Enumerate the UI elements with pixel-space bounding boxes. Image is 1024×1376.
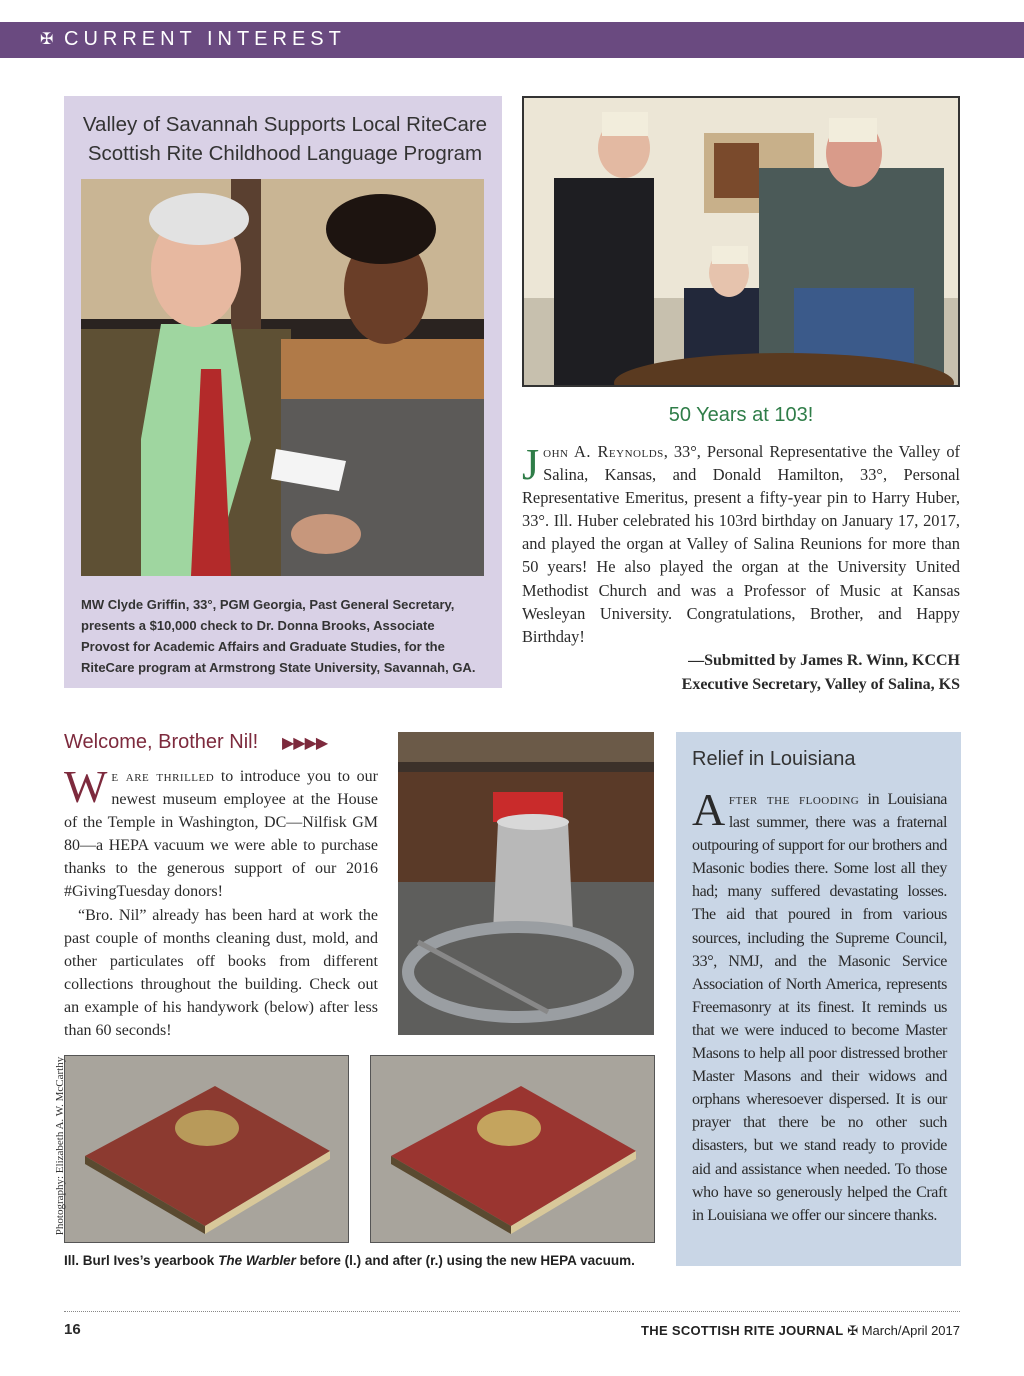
book-before-photo: [64, 1055, 349, 1243]
drop-cap: A: [692, 784, 725, 835]
cross-icon: ✠: [847, 1323, 859, 1338]
journal-footer: [560, 1323, 960, 1339]
caption-post: before (l.) and after (r.) using the new HEPA vacuum.: [295, 1253, 635, 1268]
reynolds-body: [522, 440, 960, 648]
signature-line-2: Executive Secretary, Valley of Salina, KS: [681, 675, 960, 693]
relief-lead: fter the flooding: [728, 791, 860, 808]
drop-cap: W: [64, 761, 108, 812]
page-number: 16: [64, 1321, 81, 1338]
issue-date: March/April 2017: [861, 1323, 960, 1338]
welcome-text-1: to introduce you to our newest museum employee at the House of the Temple in Washington, DC—Nilfisk GM 80—a HEPA vacuum we were able to purchase thanks to the generous support of our 2016 #GivingTuesday donors!: [64, 768, 379, 901]
relief-box: [676, 732, 961, 1266]
arrow-icons: ▶▶▶▶: [282, 735, 328, 752]
cross-icon: ✠: [40, 31, 54, 48]
signature-line-1: —Submitted by James R. Winn, KCCH: [688, 652, 960, 669]
relief-heading: Relief in Louisiana: [692, 748, 856, 770]
reynolds-signature: [522, 649, 960, 696]
savannah-photo: [81, 179, 484, 576]
journal-name: THE SCOTTISH RITE JOURNAL: [641, 1323, 844, 1338]
welcome-paragraph-1: [64, 761, 379, 904]
reynolds-name: ohn A. Reynolds: [543, 442, 664, 461]
welcome-paragraph-2: “Bro. Nil” already has been hard at work the past couple of months cleaning dust, mold, and other particulates off books from different collections throughout the building. Check out an example of his handywork (below) after less than 60 seconds!: [64, 906, 378, 1040]
section-title: CURRENT INTEREST: [64, 28, 346, 50]
relief-text: in Louisiana last summer, there was a fraternal outpouring of support for our brothers and Masonic bodies there. Some lost all they had; many suffered devastating losses. The aid that poured in from various sources, including the Supreme Council, 33°, NMJ, and the Masonic Service Association of North America, represents Freemasonry at its finest. It reminds us that we were induced to become Master Masons to help all poor distressed brother Master Masons and their widows and orphans wheresoever dispersed. It is our prayer that there be no other such disasters, but we stand ready to provide aid and assistance when needed. To those who have so generously helped the Craft in Louisiana we offer our sincere thanks.: [692, 791, 948, 1224]
photo-credit: Photography: Elizabeth A. W. McCarthy: [54, 1056, 66, 1236]
savannah-feature-box: [64, 96, 502, 688]
drop-cap: J: [522, 440, 540, 489]
reynolds-text: , 33°, Personal Representative the Valley of Salina, Kansas, and Donald Hamilton, 33°, Personal Representative Emeritus, present a fifty-year pin to Harry Huber, 33°. Ill. Huber celebrated his 103rd birthday on January 17, 2017, and played the organ at Valley of Salina Reunions for more than 50 years! He also played the organ at the University United Methodist Church and was a Professor of Music at Kansas Wesleyan University. Congratulations, Brother, and Happy Birthday!: [522, 442, 960, 646]
caption-title: The Warbler: [218, 1253, 296, 1268]
footer-rule: [64, 1311, 960, 1312]
welcome-lead: e are thrilled: [111, 768, 215, 785]
savannah-title: Valley of Savannah Supports Local RiteCare Scottish Rite Childhood Language Program: [82, 113, 488, 165]
welcome-body: [64, 761, 379, 1042]
book-after-photo: [370, 1055, 655, 1243]
welcome-heading: Welcome, Brother Nil!: [64, 731, 259, 753]
relief-body: [692, 784, 948, 1227]
book-caption: [64, 1253, 635, 1268]
savannah-caption: MW Clyde Griffin, 33°, PGM Georgia, Past General Secretary, presents a $10,000 check to Dr. Donna Brooks, Associate Provost for Academic Affairs and Graduate Studies, for the RiteCare program at Armstrong State University, Savannah, GA.: [81, 597, 476, 675]
section-header-band: [0, 22, 1024, 58]
caption-pre: Ill. Burl Ives’s yearbook: [64, 1253, 219, 1268]
vacuum-photo: [398, 732, 654, 1035]
reynolds-photo: [522, 96, 960, 387]
reynolds-heading: 50 Years at 103!: [668, 404, 814, 426]
